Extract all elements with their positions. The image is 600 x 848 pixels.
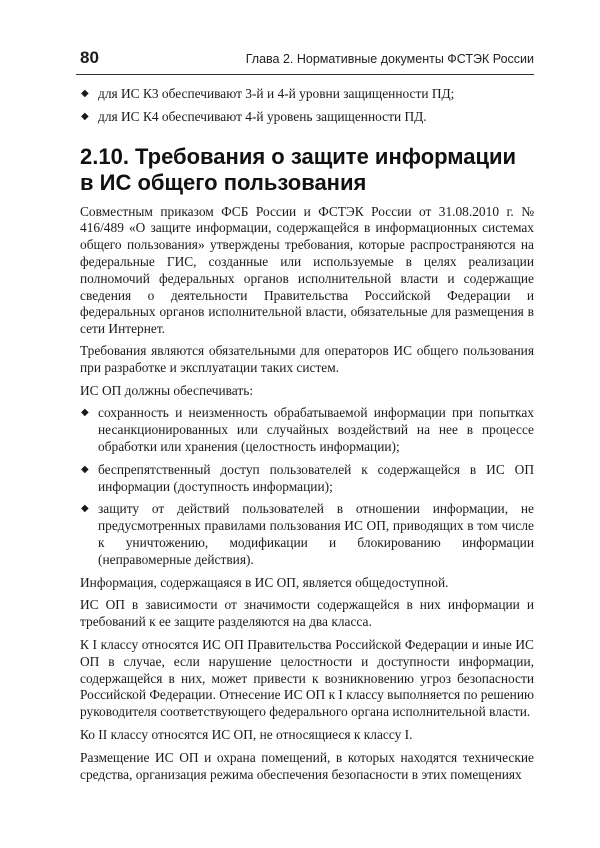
- diamond-bullet-icon: ◆: [81, 407, 89, 419]
- intro-bullet-list: [80, 86, 534, 126]
- list-item-text: беспрепятственный доступ пользователей к содержащейся в ИС ОП информации (доступность информации);: [98, 461, 534, 494]
- list-item-text: для ИС К3 обеспечивают 3-й и 4-й уровни защищенности ПД;: [98, 86, 455, 101]
- paragraph: ИС ОП в зависимости от значимости содержащейся в них информации и требований к ее защите разделяются на два класса.: [80, 597, 534, 630]
- paragraph: Информация, содержащаяся в ИС ОП, является общедоступной.: [80, 574, 449, 590]
- diamond-bullet-icon: ◆: [81, 88, 89, 99]
- diamond-bullet-icon: ◆: [81, 503, 89, 515]
- paragraph: Размещение ИС ОП и охрана помещений, в которых находятся технические средства, организация режима обеспечения безопасности в этих помещениях: [80, 749, 534, 782]
- list-item-text: сохранность и неизменность обрабатываемой информации при попытках несанкционированных или случайных воздействий на нее в процессе обработки или хранения (целостность информации);: [98, 405, 534, 454]
- paragraph: ИС ОП должны обеспечивать:: [80, 382, 254, 398]
- requirements-bullet-list: [80, 405, 534, 568]
- running-title: Глава 2. Нормативные документы ФСТЭК России: [245, 52, 534, 66]
- page-body: [80, 86, 534, 789]
- list-item: [80, 462, 534, 496]
- page-number: 80: [80, 48, 99, 67]
- list-item: [80, 86, 534, 103]
- page-header: [76, 44, 534, 75]
- paragraph: Ко II классу относятся ИС ОП, не относящиеся к классу I.: [80, 726, 413, 742]
- diamond-bullet-icon: ◆: [81, 110, 89, 122]
- paragraph: К I классу относятся ИС ОП Правительства Российской Федерации и иные ИС ОП в случае, если нарушение целостности и доступности информации, содержащейся в них, может привести к возникновению угроз безопасности Российской Федерации. Отнесение ИС ОП к I классу выполняется по решению руководителя соответствующего федерального органа исполнительной власти.: [80, 636, 534, 720]
- diamond-bullet-icon: ◆: [81, 463, 89, 475]
- list-item-text: для ИС К4 обеспечивают 4-й уровень защищенности ПД.: [98, 108, 427, 124]
- section-title: 2.10. Требования о защите информации в ИС общего пользования: [80, 143, 517, 195]
- list-item: [80, 405, 534, 455]
- list-item-text: защиту от действий пользователей в отношении информации, не предусмотренных правилами пользования ИС ОП, приводящих в том числе к уничтожению, модификации и блокированию информации (неправомерные действия).: [98, 501, 534, 567]
- paragraph: Совместным приказом ФСБ России и ФСТЭК России от 31.08.2010 г. № 416/489 «О защите информации, содержащейся в информационных системах общего пользования» утверждены требования, которые распространяются на федеральные ГИС, созданные или используемые в целях реализации полномочий федеральных органов исполнительной власти и содержащие сведения о деятельности Правительства Российской Федерации и федеральных органов исполнительной власти, обязательные для размещения в сети Интернет.: [80, 203, 534, 337]
- list-item: [80, 501, 534, 568]
- list-item: [80, 109, 534, 126]
- paragraph: Требования являются обязательными для операторов ИС общего пользования при разработке и эксплуатации таких систем.: [80, 342, 534, 375]
